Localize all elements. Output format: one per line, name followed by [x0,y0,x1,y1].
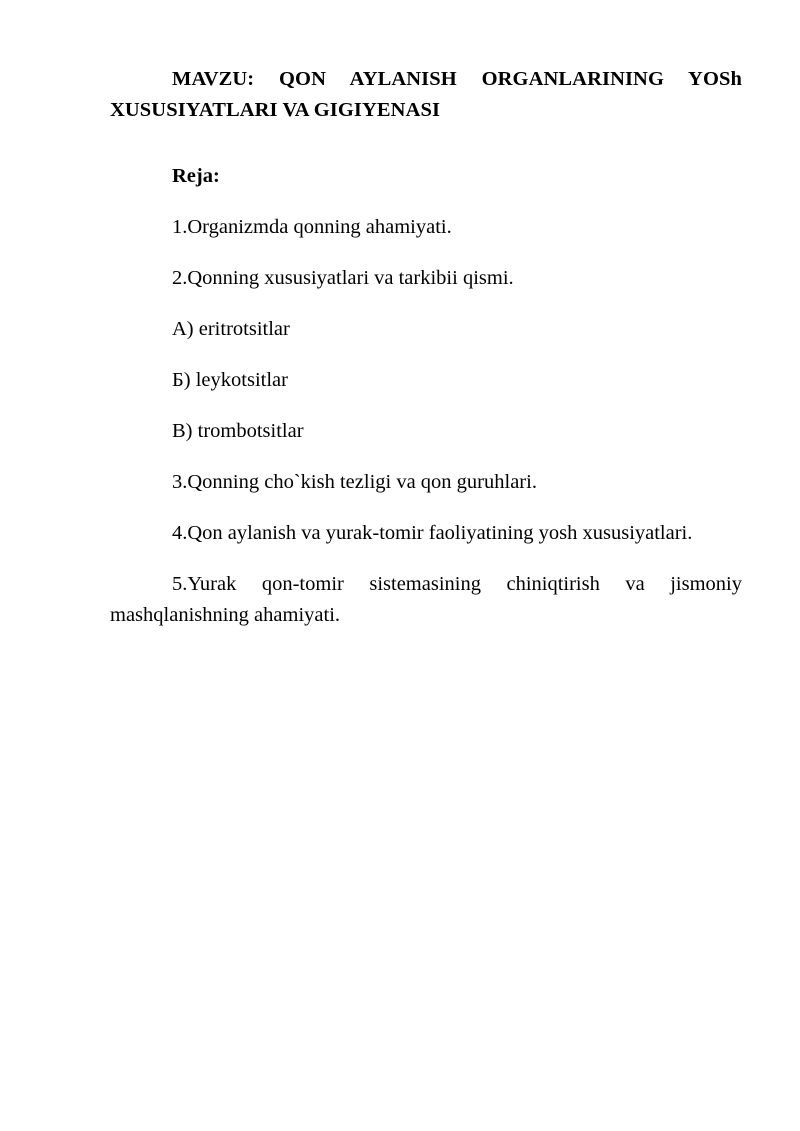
plan-item-b: Б) leykotsitlar [172,369,288,391]
plan-item-1: 1.Organizmda qonning ahamiyati. [172,216,452,238]
spacer [110,447,742,467]
plan-item-4: 4.Qon aylanish va yurak-tomir faoliyatining yosh xususiyatlari. [172,522,693,544]
document-title-line-1: MAVZU: QON AYLANISH ORGANLARINING YOSh [172,68,742,90]
document-title [110,64,742,126]
spacer [110,345,742,365]
spacer [110,243,742,263]
document-title-line-2: XUSUSIYATLARI VA GIGIYENASI [110,99,441,121]
plan-item-5: 5.Yurak qon-tomir sistemasining chiniqtirish va jismoniy mashqlanishning ahamiyati. [110,573,742,626]
spacer [110,549,742,569]
document-body [110,64,742,631]
plan-item-a: A) eritrotsitlar [172,318,290,340]
plan-item-2: 2.Qonning xususiyatlari va tarkibii qismi. [172,267,514,289]
plan-item-3: 3.Qonning cho`kish tezligi va qon guruhlari. [172,471,537,493]
spacer [110,192,742,212]
spacer [110,396,742,416]
spacer [110,126,742,161]
plan-heading: Reja: [172,165,220,187]
spacer [110,498,742,518]
plan-item-v: В) trombotsitlar [172,420,304,442]
spacer [110,294,742,314]
